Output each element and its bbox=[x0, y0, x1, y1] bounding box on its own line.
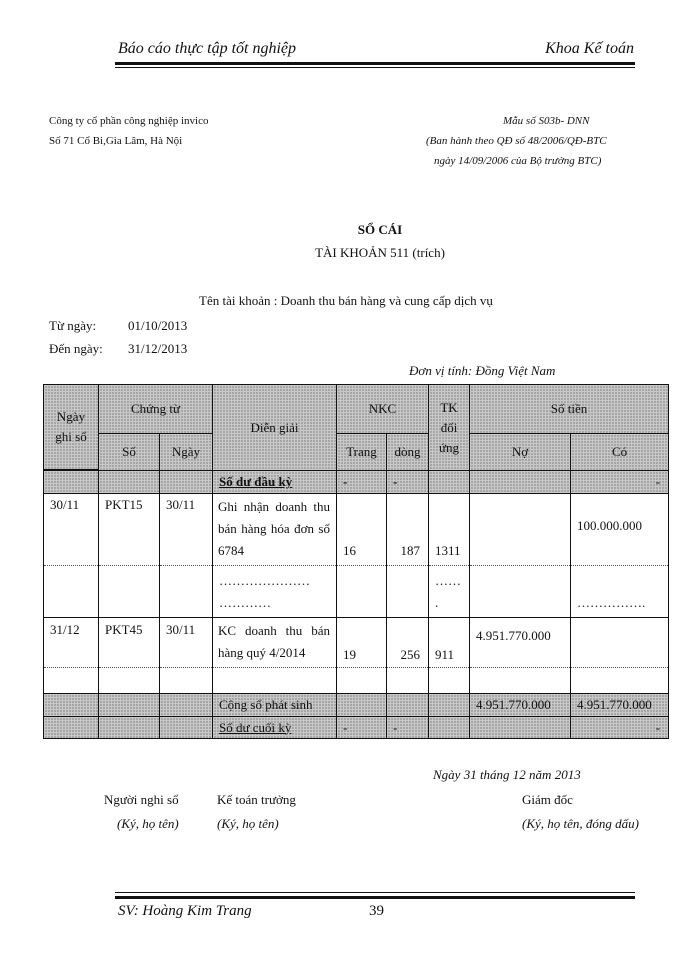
ledger-table bbox=[43, 384, 669, 739]
table-row-closing bbox=[44, 717, 669, 739]
period-from-label: Từ ngày: bbox=[49, 318, 97, 333]
row1-date: 30/11 bbox=[44, 494, 99, 566]
signature-chief-note: (Ký, họ tên) bbox=[217, 816, 279, 831]
row1-voucher-date: 30/11 bbox=[160, 494, 213, 566]
opening-line: - bbox=[387, 471, 429, 494]
table-row bbox=[44, 618, 669, 668]
table-row-opening bbox=[44, 471, 669, 494]
header-voucher-no: Số bbox=[99, 434, 160, 471]
total-credit: 4.951.770.000 bbox=[571, 694, 669, 717]
period-from-value: 01/10/2013 bbox=[128, 318, 188, 333]
row2-page: 19 bbox=[337, 618, 387, 668]
header-credit: Có bbox=[571, 434, 669, 471]
table-row-placeholder bbox=[44, 566, 669, 618]
table-row-empty bbox=[44, 668, 669, 694]
signature-director: Giám đốc bbox=[522, 792, 573, 807]
header-description: Diễn giải bbox=[213, 385, 337, 471]
dots-description-line2: ………… bbox=[219, 594, 271, 610]
dots-description bbox=[213, 566, 337, 618]
dots-description-line1: ………………… bbox=[219, 572, 310, 588]
header-voucher: Chứng từ bbox=[99, 385, 213, 434]
ledger-title: SỔ CÁI bbox=[357, 222, 403, 237]
closing-page: - bbox=[337, 717, 387, 739]
form-code: Mẫu số S03b- DNN bbox=[503, 115, 590, 127]
closing-credit: - bbox=[571, 717, 669, 739]
signature-bookkeeper: Người nghi sổ bbox=[104, 792, 179, 807]
footer-student: SV: Hoàng Kim Trang bbox=[118, 903, 252, 919]
row2-line: 256 bbox=[387, 618, 429, 668]
header-date: Ngày ghi sổ bbox=[44, 385, 99, 470]
account-name: Tên tài khoản : Doanh thu bán hàng và cung cấp dịch vụ bbox=[199, 293, 493, 308]
header-voucher-date: Ngày bbox=[160, 434, 213, 471]
signing-date: Ngày 31 tháng 12 năm 2013 bbox=[433, 767, 581, 782]
dots-contra-line2: . bbox=[435, 594, 439, 610]
header-rule-thick bbox=[115, 62, 635, 65]
closing-label: Số dư cuối kỳ bbox=[213, 717, 337, 739]
row1-credit: 100.000.000 bbox=[571, 494, 669, 566]
signature-director-note: (Ký, họ tên, đóng dấu) bbox=[522, 816, 639, 831]
header-nkc-page: Trang bbox=[337, 434, 387, 471]
signature-bookkeeper-note: (Ký, họ tên) bbox=[117, 816, 179, 831]
dots-credit: ……………. bbox=[571, 566, 669, 618]
signature-chief-accountant: Kế toán trưởng bbox=[217, 792, 296, 807]
header-nkc-line: dòng bbox=[387, 434, 429, 471]
row2-voucher-date: 30/11 bbox=[160, 618, 213, 668]
company-address: Số 71 Cổ Bi,Gia Lâm, Hà Nội bbox=[49, 135, 183, 147]
row2-description: KC doanh thu bán hàng quý 4/2014 bbox=[213, 618, 337, 668]
period-to-value: 31/12/2013 bbox=[128, 341, 188, 356]
table-row-total bbox=[44, 694, 669, 717]
row1-line: 187 bbox=[387, 494, 429, 566]
period-to-label: Đến ngày: bbox=[49, 341, 103, 356]
footer-rule-thick bbox=[115, 896, 635, 899]
header-department: Khoa Kế toán bbox=[545, 40, 634, 57]
table-row bbox=[44, 494, 669, 566]
opening-page: - bbox=[337, 471, 387, 494]
header-rule-thin bbox=[115, 67, 635, 68]
total-label: Cộng số phát sinh bbox=[213, 694, 337, 717]
footer-page-number: 39 bbox=[369, 903, 384, 919]
header-contra-account: TK đối ứng bbox=[429, 385, 470, 471]
ledger-subtitle: TÀI KHOẢN 511 (trích) bbox=[315, 245, 445, 260]
row1-voucher-no: PKT15 bbox=[99, 494, 160, 566]
row2-voucher-no: PKT45 bbox=[99, 618, 160, 668]
row1-page: 16 bbox=[337, 494, 387, 566]
row1-contra: 1311 bbox=[429, 494, 470, 566]
row2-debit: 4.951.770.000 bbox=[470, 618, 571, 668]
header-nkc: NKC bbox=[337, 385, 429, 434]
currency-unit: Đơn vị tính: Đồng Việt Nam bbox=[409, 363, 556, 378]
header-amount: Số tiền bbox=[470, 385, 669, 434]
opening-credit: - bbox=[571, 471, 669, 494]
form-issued-date: ngày 14/09/2006 của Bộ trưởng BTC) bbox=[434, 155, 602, 167]
dots-contra-line1: …… bbox=[435, 572, 462, 588]
row1-description: Ghi nhận doanh thu bán hàng hóa đơn số 6784 bbox=[213, 494, 337, 566]
header-debit: Nợ bbox=[470, 434, 571, 471]
header-report-title: Báo cáo thực tập tốt nghiệp bbox=[118, 40, 297, 57]
form-issued-by: (Ban hành theo QĐ số 48/2006/QĐ-BTC bbox=[426, 135, 607, 147]
row2-date: 31/12 bbox=[44, 618, 99, 668]
row2-contra: 911 bbox=[429, 618, 470, 668]
closing-line: - bbox=[387, 717, 429, 739]
opening-label: Số dư đầu kỳ bbox=[213, 471, 337, 494]
total-debit: 4.951.770.000 bbox=[470, 694, 571, 717]
footer-rule-thin bbox=[115, 892, 635, 893]
company-name: Công ty cổ phần công nghiệp invico bbox=[49, 115, 209, 127]
dots-contra bbox=[429, 566, 470, 618]
